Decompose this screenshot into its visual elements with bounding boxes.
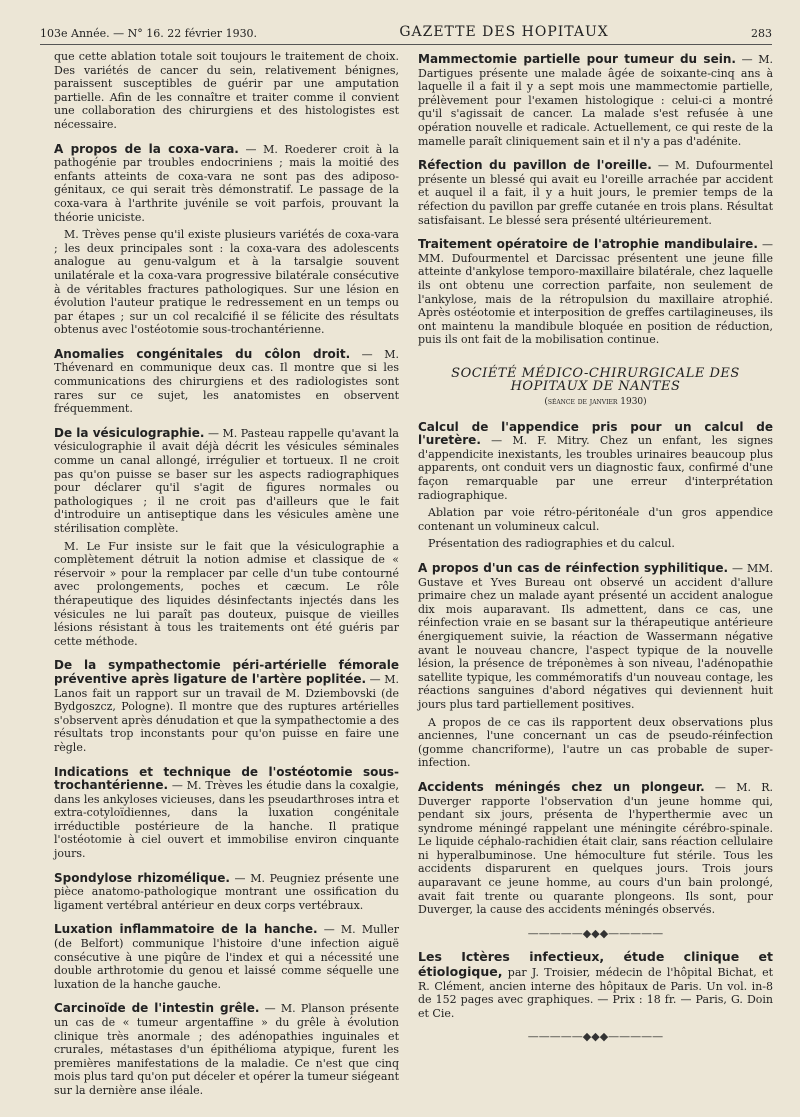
entry-text: A propos de ce cas ils rapportent deux observations plus anciennes, l'une concernant un cas de pseudo-réinfection (gomme chancriforme), l'autre un cas probable de super-infection. xyxy=(418,715,773,770)
journal-title: GAZETTE DES HOPITAUX xyxy=(399,24,609,40)
entry-text: M. Le Fur insiste sur le fait que la vésiculographie a complètement détruit la notion admise et classique de « réservoir » pour la remplacer par celle d'un tube contourné avec prolongements, poches et cæcum. Le rôle thérapeutique des liquides désinfectants injectés dans les vésicules ne lui paraît pas douteux, puisque de vieilles lésions résistant à tous les traitements ont été guéris par cette méthode. xyxy=(54,539,399,648)
session-date: (séance de janvier 1930) xyxy=(544,397,647,408)
entry-text: — M. Dartigues présente une malade âgée de soixante-cinq ans à laquelle il a fait il y a sept mois une mammectomie partielle, prélèvement pour l'examen histologique : celui-ci a montré qu'il s'agissait de cancer. La malade s'est refusée à une opération nouvelle et radicale. Actuellement, ce qui reste de la mamelle paraît cliniquement sain et il n'y a pas d'adénite. xyxy=(418,53,773,148)
entry-text: — M. Trèves les étudie dans la coxalgie, dans les ankyloses vicieuses, dans les pseudarthroses intra et extra-cotyloïdiennes, dans la luxation congénitale irréductible postérieure de la hanche. Il pratique l'ostéotomie à ciel ouvert et immobilise environ cinquante jours. xyxy=(54,779,399,861)
entry-text: — M. Dufourmentel présente un blessé qui avait eu l'oreille arrachée par accident et auquel il a fait, il y a huit jours, le premier temps de la réfection du pavillon par greffe cutanée en trois plans. Résultat satisfaisant. Le blessé sera présenté ultérieurement. xyxy=(418,159,773,227)
entry-title: De la sympathectomie péri-artérielle fémorale préventive après ligature de l'artère poplitée. xyxy=(54,658,399,686)
entry-text: — M. Lanos fait un rapport sur un travail de M. Dziembovski (de Bydgoszcz, Pologne). Il montre que des ruptures artérielles s'observent après dénudation et que la sympathectomie a des résultats trop inconstants pour qu'on puisse en faire une règle. xyxy=(54,672,399,754)
entry-text: — M. Muller (de Belfort) communique l'histoire d'une infection aiguë consécutive à une piqûre de l'index et qui a nécessité une double arthrotomie du genou et laissé comme séquelle une luxation de la hanche gauche. xyxy=(54,923,399,991)
entry-reinfection xyxy=(418,562,773,770)
right-column xyxy=(418,50,773,1054)
entry-refection xyxy=(418,159,773,227)
ornamental-divider-icon: —————◆◆◆————— xyxy=(527,926,664,940)
entry-title: Spondylose rhizomélique. xyxy=(54,870,230,885)
entry-text: Présentation des radiographies et du calcul. xyxy=(428,537,675,551)
entry-text: Ablation par voie rétro-péritonéale d'un gros appendice contenant un volumineux calcul. xyxy=(418,506,773,533)
entry-text: — M. Thévenard en communique deux cas. Il montre que si les communications des chirurgiens et des radiologistes sont rares sur ce sujet, les anatomistes en observent fréquemment. xyxy=(54,347,399,416)
running-header xyxy=(40,6,772,45)
entry-atrophie xyxy=(418,238,773,347)
entry-title: Luxation inflammatoire de la hanche. xyxy=(54,922,318,937)
entry-calcul xyxy=(418,421,773,551)
entry-text: — M. Peugniez présente une pièce anatomo-pathologique montrant une ossification du ligament vertébral antérieur en deux corps vertébraux. xyxy=(54,871,399,912)
book-text: par J. Troisier, médecin de l'hôpital Bichat, et R. Clément, ancien interne des hôpitaux de Paris. Un vol. in-8 de 152 pages avec graphiques. — Prix : 18 fr. — Paris, G. Doin et Cie. xyxy=(418,966,773,1020)
entry-plongeur xyxy=(418,781,773,917)
entry-text: M. Trèves pense qu'il existe plusieurs variétés de coxa-vara ; les deux principales sont : la coxa-vara des adolescents analogue au genu-valgum et à la tarsalgie souvent unilatérale et la coxa-vara progressive bilatérale consécutive à de véritables fractures pathologiques. Sur une lésion en évolution l'auteur pratique le redressement en un temps ou par étapes ; sur un col recalcifié il se félicite des résultats obtenus avec l'ostéotomie sous-trochantérienne. xyxy=(54,228,399,337)
entry-coxa-vara xyxy=(54,143,399,337)
issue-info: 103e Année. — N° 16. 22 février 1930. xyxy=(40,27,258,40)
book-title: Les Ictères infectieux, étude clinique et étiologique, xyxy=(418,949,773,980)
entry-text: — M. Planson présente un cas de « tumeur argentaffine » du grêle à évolution clinique très anormale ; des adénopathies inguinales et crurales, métastases d'un épithélioma atypique, furent les premières manifestations de la maladie. Ce n'est que cinq mois plus tard qu'on put déceler et opérer la tumeur siégeant sur la dernière anse iléale. xyxy=(54,1002,400,1097)
entry-title: Carcinoïde de l'intestin grêle. xyxy=(54,1001,260,1016)
entry-sympathectomie xyxy=(54,659,399,754)
left-column xyxy=(54,50,399,1102)
entry-text: — MM. Gustave et Yves Bureau ont observé un accident d'allure primaire chez un malade ayant présenté un accident analogue dix mois auparavant. Ils admettent, dans ce cas, une réinfection vraie en se basant sur la thérapeutique antérieure énergiquement suivie, la réaction de Wassermann négative avant le nouveau chancre, l'aspect typique de la nouvelle lésion, la présence de tréponèmes à son niveau, l'adénopathie satellite typique, les commémoratifs d'un nouveau contage, les réactions sanguines d'abord négatives qui deviennent huit jours plus tard partiellement positives. xyxy=(418,562,773,711)
entry-title: De la vésiculographie. xyxy=(54,425,205,440)
entry-title: A propos d'un cas de réinfection syphilitique. xyxy=(418,561,729,575)
entry-mammectomie xyxy=(418,53,773,148)
book-notice xyxy=(418,950,773,1020)
entry-title: A propos de la coxa-vara. xyxy=(54,141,239,156)
entry-text: — M. F. Mitry. Chez un enfant, les signes d'appendicite inexistants, les troubles urinaires beaucoup plus apparents, ont conduit vers un diagnostic faux, confirmé d'une façon remarquable par une erreur d'interprétation radiographique. xyxy=(418,434,773,502)
entry-colon xyxy=(54,348,399,416)
entry-text: — M. Pasteau rappelle qu'avant la vésiculographie il avait déjà décrit les vésicules séminales comme un canal allongé, irrégulier et tortueux. Il ne croit pas qu'on puisse se baser sur les aspects radiographiques pour déclarer qu'il s'agit de figures normales ou pathologiques ; il ne croit pas d'ailleurs que le fait d'introduire un antiseptique dans les vésicules amène une stérilisation complète. xyxy=(54,426,399,535)
entry-title: Réfection du pavillon de l'oreille. xyxy=(418,158,652,173)
entry-vesiculographie xyxy=(54,427,399,649)
entry-title: Accidents méningés chez un plongeur. xyxy=(418,779,705,794)
entry-title: Anomalies congénitales du côlon droit. xyxy=(54,346,351,361)
entry-title: Calcul de l'appendice pris pour un calcul de l'uretère. xyxy=(418,419,773,448)
entry-text: — M. Roederer croit à la pathogénie par troubles endocriniens ; mais la moitié des enfants atteints de coxa-vara ne sont pas des adiposo-génitaux, ce qui serait très démonstratif. Le passage de la coxa-vara à l'arthrite juvénile se voit parfois, prouvant la théorie uniciste. xyxy=(54,142,399,224)
entry-osteotomie xyxy=(54,766,399,861)
entry-luxation xyxy=(54,923,399,991)
entry-title: Indications et technique de l'ostéotomie sous-trochantérienne. xyxy=(54,764,399,793)
entry-spondylose xyxy=(54,872,399,913)
entry-text: — M. R. Duverger rapporte l'observation d'un jeune homme qui, pendant six jours, présenta de l'hyperthermie avec un syndrome méningé rappelant une méningite cérébro-spinale. Le liquide céphalo-rachidien était clair, sans réaction cellulaire ni hyperalbuminose. Une hémoculture fut stérile. Tous les accidents disparurent en quelques jours. Trois jours auparavant ce jeune homme, au cours d'un bain prolongé, avait fait trente ou quarante plongeons. Ils sont, pour Duverger, la cause des accidents méningés observés. xyxy=(418,780,774,917)
entry-text: — MM. Dufourmentel et Darcissac présentent une jeune fille atteinte d'ankylose temporo-maxillaire bilatérale, chez laquelle ils ont obtenu une correction parfaite, non seulement de l'ankylose, mais de la rétropulsion du maxillaire atrophié. Après ostéotomie et interposition de greffes cartilagineuses, ils ont maintenu la mandibule bloquée en position de réduction, puis ils ont fait de la mobilisation continue. xyxy=(418,238,773,347)
society-heading: SOCIÉTÉ MÉDICO-CHIRURGICALE DES HOPITAUX DE NANTES xyxy=(451,365,740,395)
entry-carcinoide xyxy=(54,1002,399,1097)
entry-title: Traitement opératoire de l'atrophie mandibulaire. xyxy=(418,237,758,252)
ornamental-divider-icon: —————◆◆◆————— xyxy=(527,1030,664,1044)
entry-title: Mammectomie partielle pour tumeur du sein. xyxy=(418,52,736,66)
intro-paragraph: que cette ablation totale soit toujours le traitement de choix. Des variétés de cancer du sein, relativement bénignes, paraissent susceptibles de guérir par une amputation partielle. Afin de les connaître et traiter comme il convient une collaboration des chirurgiens et des histologistes est nécessaire. xyxy=(54,50,399,131)
page-number: 283 xyxy=(750,27,772,40)
